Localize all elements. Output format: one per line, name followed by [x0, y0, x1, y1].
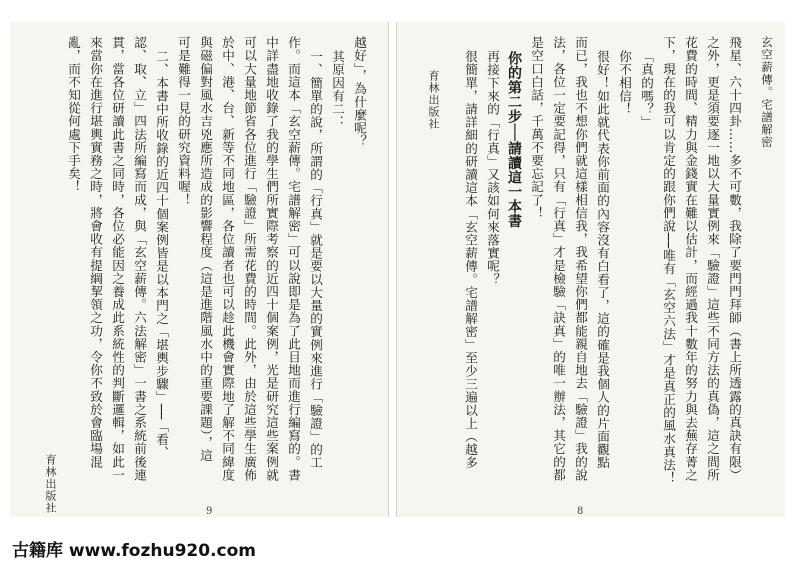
text-line: 可以大量地節省各位進行「驗證」所需花費的時間。此外，由於這些學生廣佈	[242, 36, 257, 482]
text-line: 中詳盡地收錄了我的學生們所實際考察的近四十個案例，光是研究這些案例就	[264, 36, 279, 482]
text-line: 而已，我也不想你們就這樣相信我，我希望你們都能親自地去「驗證」我的說	[573, 36, 588, 482]
right-publisher: 育林出版社	[427, 70, 440, 130]
text-line: 「真的嗎？」	[639, 49, 654, 129]
text-line: 法，各位一定要記得，只有「行真」才是檢驗「訣真」的唯一辦法，其它的都	[551, 36, 566, 482]
text-line: 下，現在的我可以肯定的跟你們說──唯有「玄空六法」才是真正的風水真法！	[661, 36, 676, 485]
text-line: 很簡單，請詳細的研讀這本「玄空薪傳。宅譜解密」至少三遍以上（越多	[463, 49, 478, 470]
right-page-body	[459, 36, 745, 488]
text-line: 飛星、六十四卦……多不可數，我除了要門門拜師（書上所透露的真訣有限）	[727, 36, 742, 482]
text-line: 認、取、立」四法所編寫而成，與「玄空薪傳。六法解密」一書之系統前後連	[132, 36, 147, 482]
text-line: 於中、港、台、新等不同地區，各位讀者也可以趁此機會實際地了解不同緯度	[220, 36, 235, 482]
left-page	[10, 22, 389, 517]
text-line: 作。而這本「玄空薪傳。宅譜解密」可以說即是為了此目地而進行編寫的。書	[286, 36, 301, 482]
text-line: 再接下來的「行真」又該如何來落實呢？	[485, 49, 500, 286]
text-line: 來當你在進行堪輿實務之時，將會收有提綱挈領之功，令你不致於會臨場混	[88, 36, 103, 469]
left-page-body	[62, 36, 370, 488]
text-line: 花費的時間、精力與金錢實在難以估計，而經過我十數年的努力與去蕪存菁之	[683, 36, 698, 482]
text-line: 是空口白話，千萬不要忘記了！	[529, 36, 544, 220]
text-line: 亂，而不知從何處下手矣！	[66, 36, 81, 194]
text-line: 與磁偏對風水吉兇應所造成的影響程度（這是進階風水中的重要課題），這	[198, 36, 213, 462]
running-head: 玄空薪傳。宅譜解密	[760, 36, 774, 149]
left-page-number: 9	[206, 506, 213, 517]
text-line: 二、本書中所收錄的近四十個案例皆是以本門之「堪輿步驟」──「看、	[154, 49, 169, 460]
text-line: 很好！如此就代表你前面的內容沒有白看了，這的確是我個人的片面觀點	[595, 49, 610, 470]
left-publisher: 育林出版社	[44, 454, 57, 514]
text-line: 一、簡單的說，所謂的「行真」就是要以大量的實例來進行「驗證」的工	[308, 49, 323, 470]
section-heading: 你的第二步──請讀這一本書	[506, 51, 522, 229]
text-line: 你不相信！	[617, 49, 632, 116]
text-line: 越好」，為什麼呢？	[352, 36, 367, 148]
text-line: 可是難得一見的研究資料喔！	[176, 36, 191, 207]
right-page	[396, 22, 785, 517]
text-line: 其原因有二：	[330, 49, 345, 129]
text-line: 貫，當各位研讀此書之同時，各位必能因之養成此系統性的判斷邏輯，如此一	[110, 36, 125, 482]
watermark-text: 古籍库 www.fozhu920.com	[12, 541, 256, 561]
text-line: 之外，更是須要逐一地以大量實例來「驗證」這些不同方法的真偽，這之間所	[705, 36, 720, 482]
site-watermark	[0, 532, 793, 562]
right-page-number: 8	[577, 506, 584, 517]
